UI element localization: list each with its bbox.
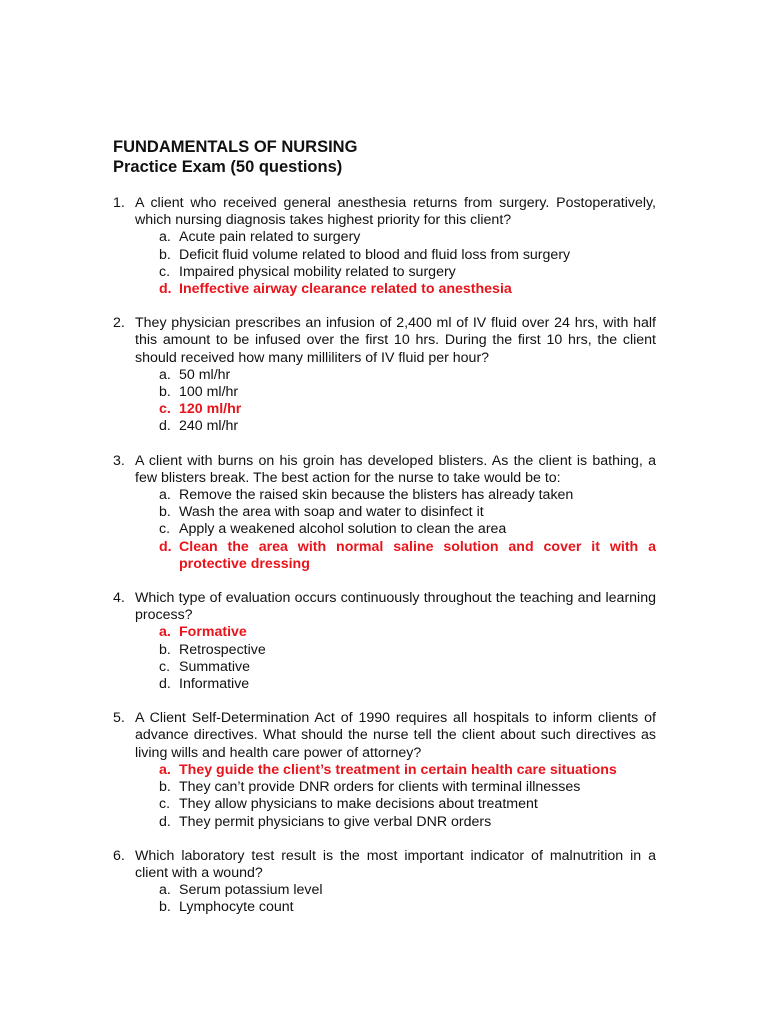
question-1	[113, 195, 656, 298]
question-number: 4.	[113, 590, 125, 607]
option-text: 120 ml/hr	[179, 401, 242, 418]
question-5	[113, 710, 656, 830]
question-number: 2.	[113, 315, 125, 332]
option-letter: b.	[159, 641, 171, 658]
answer-option-correct	[159, 281, 656, 298]
option-list	[135, 762, 656, 831]
option-text: They allow physicians to make decisions about treatment	[179, 796, 538, 813]
document-title	[113, 137, 656, 177]
answer-option-correct	[159, 624, 656, 641]
option-letter: c.	[159, 658, 171, 675]
option-text: Lymphocyte count	[179, 899, 294, 916]
question-number: 1.	[113, 195, 125, 211]
question-text: Which laboratory test result is the most important indicator of malnutrition in a client with a wound?	[135, 847, 656, 881]
answer-option	[159, 796, 656, 813]
question-number: 5.	[113, 710, 125, 727]
answer-option	[159, 882, 656, 899]
answer-option	[159, 779, 656, 796]
option-text: They permit physicians to give verbal DNR orders	[179, 813, 492, 830]
answer-option	[159, 642, 656, 659]
question-3	[113, 453, 656, 573]
option-text: Wash the area with soap and water to disinfect it	[179, 504, 484, 521]
answer-option	[159, 229, 656, 246]
answer-option	[159, 814, 656, 831]
answer-option	[159, 487, 656, 504]
option-text: 50 ml/hr	[179, 366, 231, 383]
question-text: They physician prescribes an infusion of 2,400 ml of IV fluid over 24 hrs, with half this amount to be infused over the first 10 hrs. During the first 10 hrs, the client should received how many milliliters of IV fluid per hour?	[135, 315, 656, 366]
option-letter: d.	[159, 676, 171, 693]
option-text: Acute pain related to surgery	[179, 229, 361, 246]
option-text: 240 ml/hr	[179, 418, 239, 435]
document-content	[113, 137, 656, 934]
option-letter: c.	[159, 796, 171, 813]
question-text: A client who received general anesthesia returns from surgery. Postoperatively, which nursing diagnosis takes highest priority for this client?	[135, 195, 656, 229]
option-letter: d.	[159, 281, 172, 298]
option-text: Impaired physical mobility related to surgery	[179, 263, 456, 280]
question-2	[113, 315, 656, 435]
answer-option	[159, 418, 656, 435]
option-list	[135, 882, 656, 916]
option-list	[135, 229, 656, 298]
answer-option	[159, 521, 656, 538]
answer-option	[159, 384, 656, 401]
option-letter: b.	[159, 246, 171, 263]
option-letter: a.	[159, 487, 171, 504]
option-text: Ineffective airway clearance related to anesthesia	[179, 281, 512, 298]
question-number: 6.	[113, 847, 125, 864]
question-text: A client with burns on his groin has developed blisters. As the client is bathing, a few blisters break. The best action for the nurse to take would be to:	[135, 452, 656, 486]
option-text: Apply a weakened alcohol solution to clean the area	[179, 521, 507, 538]
answer-option	[159, 676, 656, 693]
option-list	[135, 487, 656, 573]
option-letter: c.	[159, 401, 171, 418]
question-text: Which type of evaluation occurs continuously throughout the teaching and learning process?	[135, 590, 656, 624]
answer-option	[159, 659, 656, 676]
option-letter: c.	[159, 263, 171, 280]
option-letter: a.	[159, 366, 171, 383]
option-letter: a.	[159, 624, 171, 641]
option-letter: b.	[159, 504, 171, 521]
option-text: Summative	[179, 658, 250, 675]
option-letter: d.	[159, 418, 171, 435]
option-letter: b.	[159, 384, 171, 401]
option-letter: b.	[159, 779, 171, 796]
title-line-2: Practice Exam (50 questions)	[113, 158, 343, 176]
question-4	[113, 590, 656, 693]
option-text: Retrospective	[179, 641, 266, 658]
answer-option-correct	[159, 539, 656, 573]
option-text: Remove the raised skin because the blisters has already taken	[179, 487, 574, 504]
option-text: Deficit fluid volume related to blood and fluid loss from surgery	[179, 246, 571, 263]
option-letter: a.	[159, 761, 171, 778]
option-text: 100 ml/hr	[179, 384, 239, 401]
option-letter: b.	[159, 899, 171, 916]
option-letter: d.	[159, 813, 171, 830]
option-text: Formative	[179, 624, 247, 641]
answer-option	[159, 264, 656, 281]
answer-option	[159, 504, 656, 521]
answer-option	[159, 367, 656, 384]
option-list	[135, 367, 656, 436]
option-letter: d.	[159, 538, 172, 555]
option-text: Clean the area with normal saline solution and cover it with a protective dressing	[179, 538, 656, 572]
answer-option-correct	[159, 401, 656, 418]
option-text: They can’t provide DNR orders for clients with terminal illnesses	[179, 779, 581, 796]
question-text: A Client Self-Determination Act of 1990 requires all hospitals to inform clients of advance directives. What should the nurse tell the client about such directives as living wills and health care power of attorney?	[135, 710, 656, 761]
option-text: Informative	[179, 676, 250, 693]
option-text: They guide the client’s treatment in certain health care situations	[179, 761, 617, 778]
question-list	[113, 195, 656, 917]
option-letter: a.	[159, 229, 171, 246]
option-letter: a.	[159, 882, 171, 899]
answer-option-correct	[159, 762, 656, 779]
option-letter: c.	[159, 521, 171, 538]
answer-option	[159, 899, 656, 916]
answer-option	[159, 247, 656, 264]
question-6	[113, 848, 656, 917]
title-line-1: FUNDAMENTALS OF NURSING	[113, 138, 358, 156]
option-text: Serum potassium level	[179, 882, 323, 899]
option-list	[135, 624, 656, 693]
question-number: 3.	[113, 452, 125, 469]
